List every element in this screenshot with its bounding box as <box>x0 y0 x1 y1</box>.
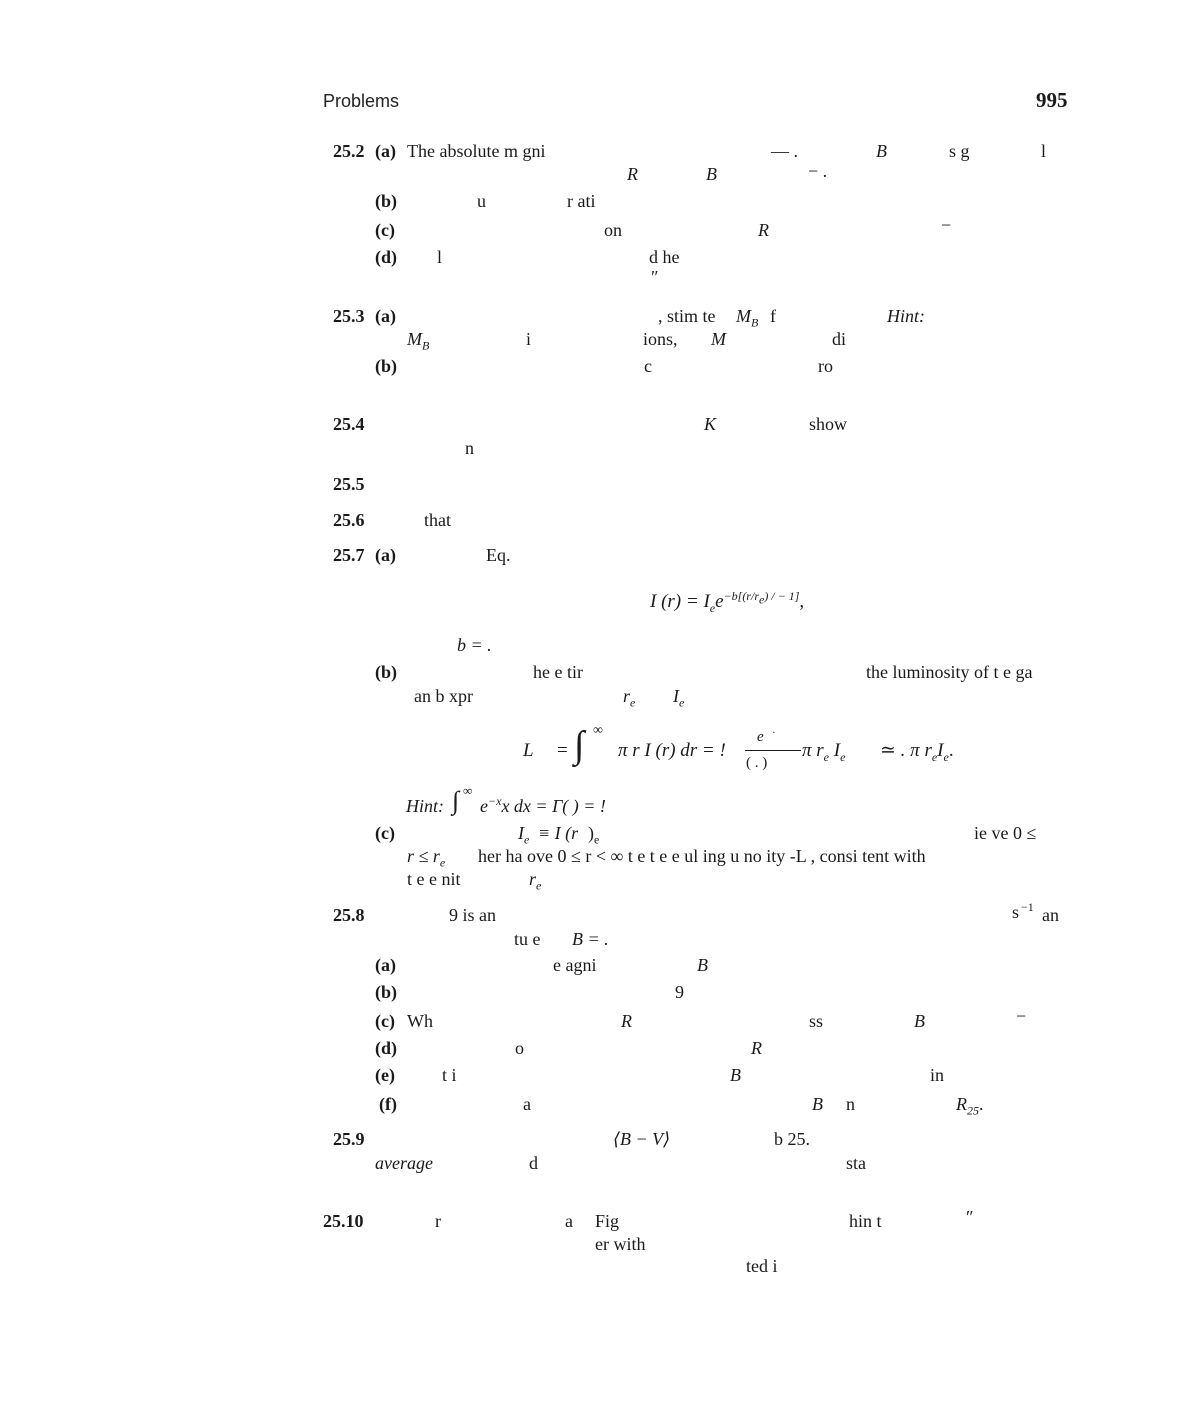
text-fragment <box>565 1212 573 1230</box>
text-fragment <box>1042 906 1059 924</box>
text-fragment <box>956 1094 984 1118</box>
text-fragment-main: ro <box>818 356 833 376</box>
part-label: (b) <box>375 191 397 211</box>
problem-number: 25.9 <box>333 1129 365 1149</box>
text-fragment-main: ) <box>588 823 594 843</box>
text-fragment-main: Eq. <box>486 545 511 565</box>
text-fragment-main: an <box>1042 905 1059 925</box>
problem-number: 25.3 <box>333 306 365 326</box>
text-fragment-main: ⟨B − V⟩ <box>613 1129 671 1149</box>
text-fragment <box>588 823 600 847</box>
part-label: (a) <box>375 955 396 975</box>
text-fragment-main: b = . <box>457 635 492 655</box>
text-fragment <box>623 686 636 710</box>
text-fragment-main: M <box>407 329 422 349</box>
text-fragment-main: ″ <box>966 1207 974 1227</box>
text-fragment <box>704 415 716 433</box>
problem-number: 25.10 <box>323 1211 364 1231</box>
text-fragment-main: −1 <box>1021 900 1034 914</box>
text-fragment-main: B <box>876 141 887 161</box>
text-fragment <box>435 1212 441 1230</box>
text-fragment-main: r <box>529 869 537 889</box>
text-fragment-subscript: e <box>630 695 636 710</box>
text-fragment <box>809 1012 823 1030</box>
text-fragment-main: M <box>711 329 726 349</box>
running-title: Problems <box>323 91 400 111</box>
text-fragment <box>736 306 759 330</box>
text-fragment <box>529 1154 538 1172</box>
text-fragment-main: n <box>846 1094 855 1114</box>
text-fragment <box>375 1154 433 1172</box>
text-fragment <box>424 511 451 529</box>
text-fragment-main: he e tir <box>533 662 583 682</box>
text-fragment-main: B <box>697 955 708 975</box>
text-fragment-main: ss <box>809 1011 824 1031</box>
text-fragment <box>621 1012 632 1030</box>
text-fragment <box>553 956 596 974</box>
text-fragment <box>771 142 798 160</box>
text-fragment <box>533 663 583 681</box>
part-label: (a) <box>375 545 396 565</box>
text-fragment <box>529 869 542 893</box>
text-fragment-after: . <box>979 1094 984 1114</box>
part-label: (c) <box>375 220 395 240</box>
part-label: (b) <box>375 356 397 376</box>
problem-number: 25.6 <box>333 510 365 530</box>
text-fragment <box>730 1066 741 1084</box>
text-fragment <box>407 142 545 160</box>
text-fragment-main: c <box>644 356 652 376</box>
text-fragment-subscript: e <box>679 695 685 710</box>
text-fragment-main: hin t <box>849 1211 882 1231</box>
problem-number: 25.2 <box>333 141 365 161</box>
part-label: (b) <box>375 982 397 1002</box>
text-fragment-main: 9 <box>675 982 684 1002</box>
text-fragment <box>808 162 827 180</box>
text-fragment <box>974 824 1036 842</box>
text-fragment-main: B <box>706 164 717 184</box>
text-fragment-main: d <box>529 1153 538 1173</box>
text-fragment <box>477 192 486 210</box>
text-fragment-main: t e e nit <box>407 869 461 889</box>
text-fragment-main: o <box>515 1038 524 1058</box>
text-fragment-main: a <box>565 1211 573 1231</box>
text-fragment-main: ″ <box>651 267 659 287</box>
text-fragment-main: b 25. <box>774 1129 810 1149</box>
text-fragment <box>914 1012 925 1030</box>
text-fragment-main: u <box>477 191 486 211</box>
text-fragment <box>711 330 726 348</box>
text-fragment <box>1012 903 1019 921</box>
text-fragment-main: on <box>604 220 622 240</box>
part-label: (c) <box>375 823 395 843</box>
text-fragment-main: Wh <box>407 1011 433 1031</box>
text-fragment-main: M <box>736 306 751 326</box>
text-fragment-main: sta <box>846 1153 866 1173</box>
text-fragment <box>770 307 776 325</box>
text-fragment <box>876 142 887 160</box>
text-fragment-main: the luminosity of t e ga <box>866 662 1033 682</box>
text-fragment-main: n <box>465 438 474 458</box>
text-fragment <box>832 330 846 348</box>
text-fragment <box>1021 901 1034 913</box>
text-fragment <box>523 1095 531 1113</box>
text-fragment <box>658 307 716 325</box>
text-fragment <box>809 415 847 433</box>
text-fragment <box>538 824 578 842</box>
text-fragment-main: B <box>730 1065 741 1085</box>
text-fragment-main: − . <box>808 161 828 181</box>
text-fragment-main: average <box>375 1153 433 1173</box>
text-fragment <box>478 847 926 865</box>
text-fragment <box>515 1039 524 1057</box>
text-fragment-subscript: e <box>536 878 542 893</box>
text-fragment-main: s g <box>949 141 970 161</box>
text-fragment-subscript: e <box>524 832 530 847</box>
text-fragment-main: R <box>956 1094 967 1114</box>
text-fragment-main: ie ve 0 ≤ <box>974 823 1037 843</box>
text-fragment-main: − <box>1016 1006 1027 1026</box>
text-fragment <box>849 1212 882 1230</box>
text-fragment-main: er with <box>595 1234 646 1254</box>
text-fragment-main: I <box>673 686 679 706</box>
text-fragment <box>751 1039 762 1057</box>
text-fragment-subscript: B <box>751 315 759 330</box>
part-label: (d) <box>375 1038 397 1058</box>
text-fragment <box>758 221 769 239</box>
part-label: (c) <box>375 1011 395 1031</box>
page-number: 995 <box>1036 88 1068 112</box>
text-fragment <box>673 686 685 710</box>
text-fragment <box>644 357 652 375</box>
text-fragment <box>643 330 678 348</box>
text-fragment <box>627 165 638 183</box>
text-fragment-main: in <box>930 1065 945 1085</box>
text-fragment-main: r <box>623 686 631 706</box>
part-label: (e) <box>375 1065 395 1085</box>
fraction-bar <box>745 750 801 751</box>
problem-number: 25.4 <box>333 414 365 434</box>
text-fragment <box>567 192 596 210</box>
part-label: (a) <box>375 306 396 326</box>
text-fragment-main: R <box>621 1011 632 1031</box>
part-label: (b) <box>375 662 397 682</box>
part-label: (a) <box>375 141 396 161</box>
text-fragment-main: a <box>523 1094 531 1114</box>
text-fragment <box>604 221 622 239</box>
text-fragment <box>746 1257 778 1275</box>
text-fragment <box>649 248 680 266</box>
text-fragment-main: B <box>914 1011 925 1031</box>
text-fragment-main: B = . <box>572 929 609 949</box>
text-fragment-main: I <box>518 823 524 843</box>
text-fragment <box>887 307 925 325</box>
text-fragment <box>437 248 442 266</box>
text-fragment <box>613 1130 670 1148</box>
problem-number: 25.7 <box>333 545 365 565</box>
text-fragment <box>675 983 684 1001</box>
text-fragment-main: ions, <box>643 329 678 349</box>
text-fragment-main: that <box>424 510 451 530</box>
text-fragment-subscript: 25 <box>967 1103 979 1118</box>
text-fragment <box>595 1235 645 1253</box>
text-fragment-main: r ati <box>567 191 596 211</box>
text-fragment <box>1041 142 1046 160</box>
text-fragment-main: an b xpr <box>414 686 473 706</box>
text-fragment-main: e agni <box>553 955 597 975</box>
text-fragment-main: f <box>770 306 776 326</box>
text-fragment <box>651 268 659 286</box>
text-fragment-main: The absolute m gni <box>407 141 546 161</box>
text-fragment-main: tu e <box>514 929 541 949</box>
problem-number: 25.8 <box>333 905 365 925</box>
text-fragment-main: s <box>1012 902 1020 922</box>
text-fragment-main: d he <box>649 247 680 267</box>
text-fragment-main: di <box>832 329 847 349</box>
text-fragment-main: , stim te <box>658 306 716 326</box>
text-fragment-main: ted i <box>746 1256 778 1276</box>
text-fragment <box>812 1095 823 1113</box>
text-fragment-main: t i <box>442 1065 457 1085</box>
text-fragment <box>465 439 474 457</box>
part-label: (d) <box>375 247 397 267</box>
text-fragment <box>572 930 609 948</box>
text-fragment <box>1016 1007 1026 1025</box>
text-fragment <box>414 687 473 705</box>
text-fragment <box>407 870 460 888</box>
text-fragment <box>518 823 530 847</box>
text-fragment-main: r <box>435 1211 441 1231</box>
text-fragment <box>866 663 1032 681</box>
text-fragment-main: her ha ove 0 ≤ r < ∞ t e t e e ul ing u no ity -L , consi tent with <box>478 846 926 866</box>
text-fragment <box>407 329 430 353</box>
text-fragment-main: R <box>751 1038 762 1058</box>
text-fragment-subscript: B <box>422 338 430 353</box>
text-fragment <box>407 846 446 870</box>
text-fragment <box>706 165 717 183</box>
text-fragment-main: r ≤ r <box>407 846 440 866</box>
text-fragment-main: Hint: <box>887 306 925 326</box>
text-fragment <box>846 1095 855 1113</box>
text-fragment-main: l <box>437 247 443 267</box>
text-fragment-main: — . <box>771 141 798 161</box>
text-fragment-main: B <box>812 1094 823 1114</box>
text-fragment-subscript: e <box>439 855 446 870</box>
equation-sersic-profile: I $(r) = I_ee^{-b[(r/r_e) / - 1]}$, <box>650 588 805 615</box>
text-fragment-subscript: e <box>594 832 600 847</box>
text-fragment <box>774 1130 810 1148</box>
text-fragment <box>449 906 496 924</box>
text-fragment <box>949 142 970 160</box>
text-fragment-main: − <box>941 215 952 235</box>
text-fragment <box>486 546 511 564</box>
text-fragment-main: R <box>758 220 769 240</box>
problem-number: 25.5 <box>333 474 365 494</box>
text-fragment-main: K <box>704 414 717 434</box>
text-fragment <box>697 956 708 974</box>
text-fragment-main: R <box>627 164 638 184</box>
text-fragment <box>526 330 531 348</box>
text-fragment-main: Fig <box>595 1211 620 1231</box>
text-fragment <box>818 357 833 375</box>
text-fragment <box>457 636 492 654</box>
text-fragment <box>930 1066 944 1084</box>
text-fragment-main: 9 is an <box>449 905 496 925</box>
text-fragment-main: l <box>1041 141 1047 161</box>
part-label: (f) <box>379 1094 397 1114</box>
text-fragment <box>941 216 951 234</box>
text-fragment-main: show <box>809 414 848 434</box>
text-fragment <box>442 1066 457 1084</box>
text-fragment <box>514 930 541 948</box>
text-fragment-main: i <box>526 329 532 349</box>
text-fragment <box>846 1154 866 1172</box>
text-fragment <box>595 1212 619 1230</box>
text-fragment-main: ≡ I (r <box>538 823 579 843</box>
text-fragment <box>966 1208 974 1226</box>
text-fragment <box>407 1012 433 1030</box>
